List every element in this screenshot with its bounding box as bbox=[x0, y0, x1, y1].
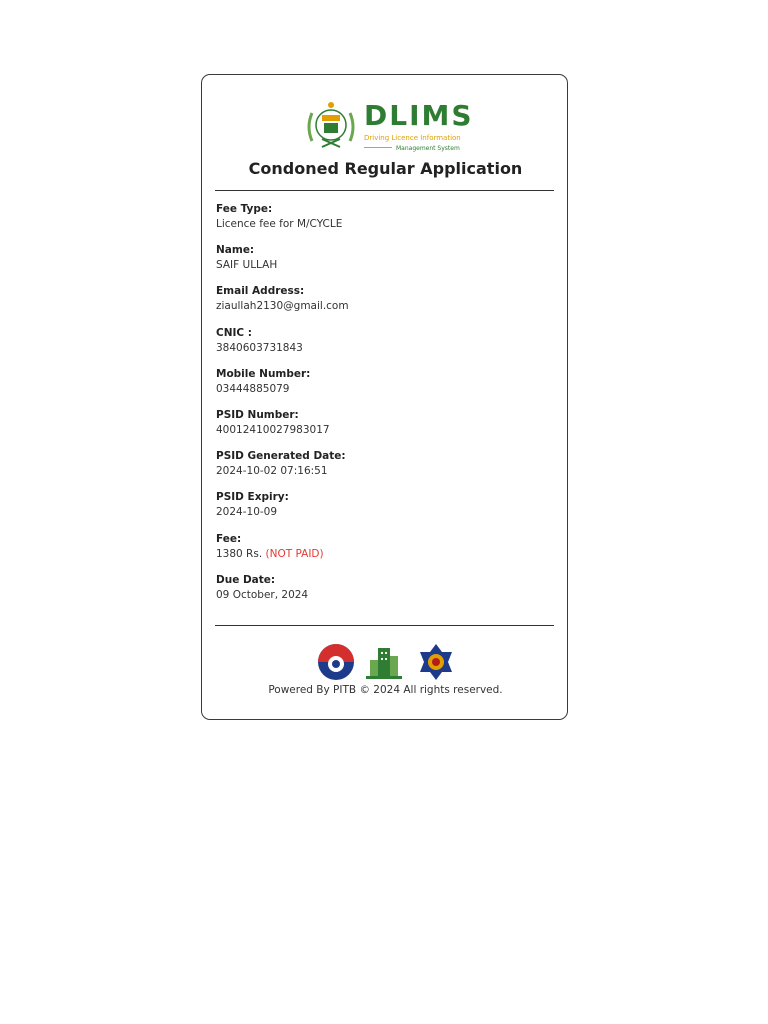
partner-logos bbox=[316, 642, 456, 682]
field-cnic bbox=[216, 326, 546, 367]
field-label: Name: bbox=[216, 244, 255, 257]
field-value: 03444885079 bbox=[216, 382, 290, 395]
field-label: Fee Type: bbox=[216, 203, 273, 215]
field-label: Due Date: bbox=[216, 573, 276, 586]
field-value: SAIF ULLAH bbox=[216, 259, 278, 272]
fee-amount: 1380 Rs. bbox=[216, 547, 263, 560]
header-divider bbox=[215, 190, 554, 191]
field-value: Licence fee for M/CYCLE bbox=[216, 218, 343, 230]
field-email bbox=[216, 284, 546, 325]
field-fee-type bbox=[216, 202, 546, 243]
fields-list bbox=[216, 202, 546, 614]
field-name bbox=[216, 243, 546, 284]
field-label: Email Address: bbox=[216, 285, 305, 298]
logo-tagline-1: Driving Licence Information bbox=[364, 134, 461, 142]
application-card bbox=[201, 74, 568, 720]
field-label: CNIC : bbox=[216, 326, 252, 339]
field-value: 09 October, 2024 bbox=[216, 588, 309, 601]
field-value: 40012410027983017 bbox=[216, 423, 330, 436]
footer-divider bbox=[215, 625, 554, 626]
field-fee bbox=[216, 532, 546, 573]
logo-divider bbox=[364, 147, 392, 148]
building-emblem-icon bbox=[364, 642, 404, 682]
dlims-logo bbox=[302, 97, 472, 155]
field-label: Fee: bbox=[216, 532, 242, 545]
payment-status-badge: (NOT PAID) bbox=[265, 547, 324, 560]
field-value: 3840603731843 bbox=[216, 341, 303, 354]
field-value bbox=[216, 546, 546, 563]
logo-wordmark: DLIMS bbox=[364, 99, 474, 132]
field-value: 2024-10-02 07:16:51 bbox=[216, 465, 328, 478]
field-psid-number bbox=[216, 408, 546, 449]
field-label: PSID Number: bbox=[216, 408, 299, 421]
logo-tagline-2: Management System bbox=[396, 145, 460, 152]
page-title: Condoned Regular Application bbox=[248, 159, 523, 178]
punjab-police-badge-icon bbox=[416, 642, 456, 682]
copyright-text: Powered By PITB © 2024 All rights reserved. bbox=[268, 684, 503, 696]
field-due-date bbox=[216, 573, 546, 614]
field-label: Mobile Number: bbox=[216, 367, 311, 380]
field-mobile bbox=[216, 367, 546, 408]
field-label: PSID Expiry: bbox=[216, 491, 289, 504]
police-emblem-icon bbox=[316, 642, 356, 682]
field-psid-expiry bbox=[216, 490, 546, 531]
field-value: ziaullah2130@gmail.com bbox=[216, 300, 349, 313]
field-value: 2024-10-09 bbox=[216, 506, 278, 519]
field-psid-generated-date bbox=[216, 449, 546, 490]
punjab-emblem-icon bbox=[302, 97, 360, 155]
field-label: PSID Generated Date: bbox=[216, 450, 346, 463]
